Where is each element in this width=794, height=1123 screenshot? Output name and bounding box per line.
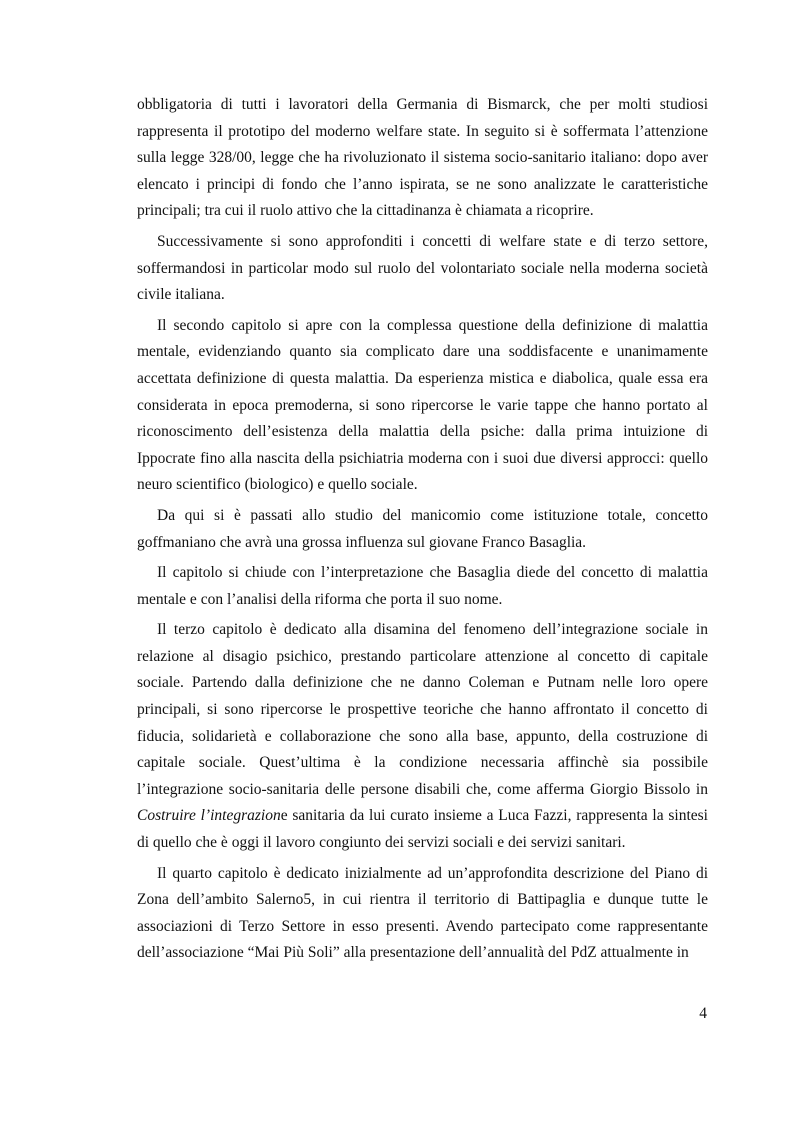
paragraph-3: Il secondo capitolo si apre con la complessa questione della definizione di malattia mentale, evidenziando quanto sia complicato dare una soddisfacente e unanimamente accettata definizione di questa malattia. Da esperienza mistica e diabolica, quale essa era considerata in epoca premoderna, si sono ripercorse le varie tappe che hanno portato al riconoscimento dell’esistenza della malattia della psiche: dalla prima intuizione di Ippocrate fino alla nascita della psichiatria moderna con i suoi due diversi approcci: quello neuro scientifico (biologico) e quello sociale. <box>137 316 708 494</box>
paragraph-4: Da qui si è passati allo studio del manicomio come istituzione totale, concetto goffmaniano che avrà una grossa influenza sul giovane Franco Basaglia. <box>137 506 708 551</box>
page-number: 4 <box>699 1005 707 1022</box>
paragraph-5: Il capitolo si chiude con l’interpretazione che Basaglia diede del concetto di malattia mentale e con l’analisi della riforma che porta il suo nome. <box>137 564 708 608</box>
paragraph-6 <box>137 617 708 856</box>
body-text <box>137 92 708 971</box>
paragraph-7: Il quarto capitolo è dedicato inizialmente ad un’approfondita descrizione del Piano di Zona dell’ambito Salerno5, in cui rientra il territorio di Battipaglia e dunque tutte le associazioni di Terzo Settore in esso presenti. Avendo partecipato come rappresentante dell’associazione “Mai Più Soli” alla presentazione dell’annualità del PdZ attualmente in <box>137 864 708 962</box>
paragraph-6-text-before: Il terzo capitolo è dedicato alla disamina del fenomeno dell’integrazione sociale in relazione al disagio psichico, prestando particolare attenzione al concetto di capitale sociale. Partendo dalla definizione che ne danno Coleman e Putnam nelle loro opere principali, si sono ripercorse le prospettive teoriche che hanno affrontato il concetto di fiducia, solidarietà e collaborazione che sono alla base, appunto, della costruzione di capitale sociale. Quest’ultima è la condizione necessaria affinchè sia possibile l’integrazione socio-sanitaria delle persone disabili che, come afferma Giorgio Bissolo in <box>137 621 708 798</box>
book-title-italic: Costruire l’integrazion <box>137 807 281 825</box>
paragraph-1: obbligatoria di tutti i lavoratori della Germania di Bismarck, che per molti studiosi rappresenta il prototipo del moderno welfare state. In seguito si è soffermata l’attenzione sulla legge 328/00, legge che ha rivoluzionato il sistema socio-sanitario italiano: dopo aver elencato i principi di fondo che l’anno ispirata, se ne sono analizzate le caratteristiche principali; tra cui il ruolo attivo che la cittadinanza è chiamata a ricoprire. <box>137 96 708 220</box>
paragraph-6-text-after: e sanitaria da lui curato insieme a Luca Fazzi, rappresenta la sintesi di quello che è oggi il lavoro congiunto dei servizi sociali e dei servizi sanitari. <box>137 807 708 852</box>
paragraph-2: Successivamente si sono approfonditi i concetti di welfare state e di terzo settore, soffermandosi in particolar modo sul ruolo del volontariato sociale nella moderna società civile italiana. <box>137 232 708 304</box>
